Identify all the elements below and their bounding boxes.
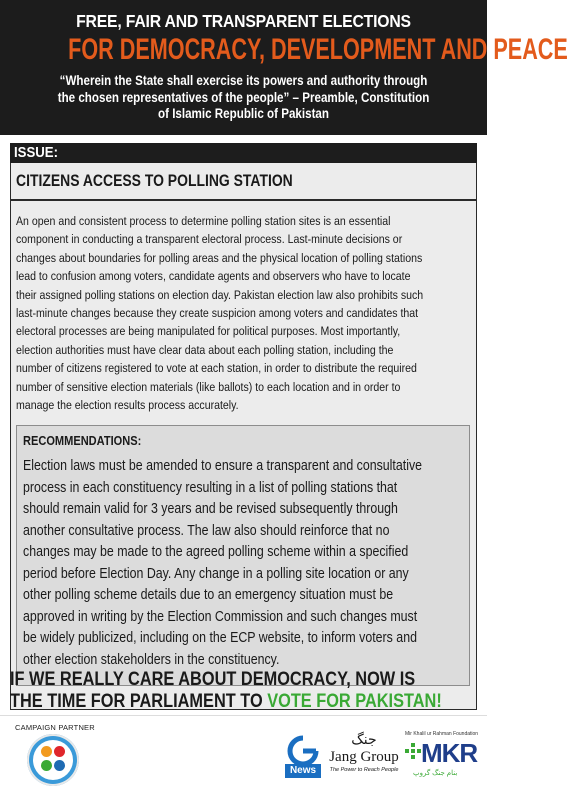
call-to-action [10, 669, 480, 713]
header-banner [0, 0, 568, 135]
reco-line: other election stakeholders in the constituency. [23, 651, 280, 668]
mkr-urdu-tagline: بنام جنگ گروپ [413, 770, 458, 777]
quote-line: of Islamic Republic of Pakistan [158, 106, 329, 121]
issue-line: election authorities must have clear data about each polling station, including the [16, 342, 394, 357]
geo-news-label: News [285, 764, 321, 778]
reco-line: process in each constituency resulting in a list of polling stations that [23, 479, 398, 496]
jang-name: Jang Group [329, 749, 399, 765]
campaign-partner-label: CAMPAIGN PARTNER [15, 723, 95, 732]
header-line2: FOR DEMOCRACY, DEVELOPMENT AND PEACE [68, 33, 568, 66]
issue-line: An open and consistent process to determine polling station sites is an essential [16, 214, 391, 228]
issue-line: lead to confusion among voters, candidate agents and observers who have to locate [16, 269, 411, 284]
constitution-quote [34, 73, 453, 123]
badge-dot [54, 746, 65, 757]
mkr-logo-text: MKR [421, 738, 478, 768]
reco-line: should remain valid for 3 years and be revised subsequently through [23, 501, 398, 517]
geo-mark-icon [285, 734, 321, 764]
issue-line: changes about boundaries for polling areas and the physical location of polling stations [16, 250, 423, 265]
jang-urdu-mark: جنگ [351, 732, 377, 748]
reco-line: Election laws must be amended to ensure a transparent and consultative [23, 458, 423, 474]
issue-line: their assigned polling stations on election day. Pakistan election law also prohibits such [16, 287, 424, 302]
divider [10, 199, 477, 201]
plus-dots-icon [405, 743, 421, 759]
jang-group-logo [328, 731, 400, 786]
mkr-foundation-logo [403, 731, 487, 786]
issue-title: CITIZENS ACCESS TO POLLING STATION [16, 171, 293, 190]
recommendations-label: RECOMMENDATIONS: [23, 433, 142, 448]
badge-ring [33, 740, 73, 780]
issue-line: component in conducting a transparent electoral process. Last-minute decisions or [16, 232, 403, 247]
issue-line: manage the election results process accurately. [16, 398, 239, 413]
reco-line: another consultative process. The law also should reinforce that no [23, 522, 390, 539]
issue-panel [10, 143, 477, 710]
cta-line2 [10, 691, 442, 713]
issue-line: electoral processes are being manipulated for political purposes. Most importantly, [16, 324, 401, 339]
mkr-foundation-name: Mir Khalil ur Rahman Foundation [405, 731, 479, 737]
issue-body [16, 212, 471, 414]
quote-line: the chosen representatives of the people” – Preamble, Constitution [57, 89, 430, 105]
badge-dot [54, 760, 65, 771]
footer-partners [0, 715, 487, 791]
reco-line: changes may be made to the agreed polling scheme within a specified [23, 544, 409, 560]
quote-line: “Wherein the State shall exercise its powers and authority through [59, 73, 428, 88]
cta-prefix: THE TIME FOR PARLIAMENT TO [10, 691, 268, 712]
issue-label-bar [10, 143, 477, 163]
reco-line: other polling scheme details due to an emergency situation must be [23, 587, 394, 603]
reco-line: period before Election Day. Any change in a polling site location or any [23, 565, 409, 582]
reco-line: be widely publicized, including on the ECP website, to inform voters and [23, 630, 417, 646]
header-line1: FREE, FAIR AND TRANSPARENT ELECTIONS [76, 11, 411, 31]
badge-dot [41, 760, 52, 771]
reco-line: approved in writing by the Election Commission and such changes must [23, 608, 418, 625]
issue-line: last-minute changes because they create suspicion among voters and candidates that [16, 306, 419, 321]
recommendations-body [23, 456, 463, 671]
jang-tagline: The Power to Reach People [329, 767, 399, 773]
partner-badge-logo [27, 734, 79, 786]
geo-news-logo [285, 734, 321, 782]
recommendations-box [16, 425, 470, 686]
issue-line: number of citizens registered to vote at each station, in order to distribute the required [16, 361, 417, 376]
badge-dot [41, 746, 52, 757]
issue-line: number of sensitive election materials (like ballots) to each location and in order to [16, 379, 401, 394]
issue-label: ISSUE: [14, 144, 59, 161]
cta-highlight: VOTE FOR PAKISTAN! [267, 691, 442, 712]
cta-line1: IF WE REALLY CARE ABOUT DEMOCRACY, NOW IS [10, 669, 416, 690]
